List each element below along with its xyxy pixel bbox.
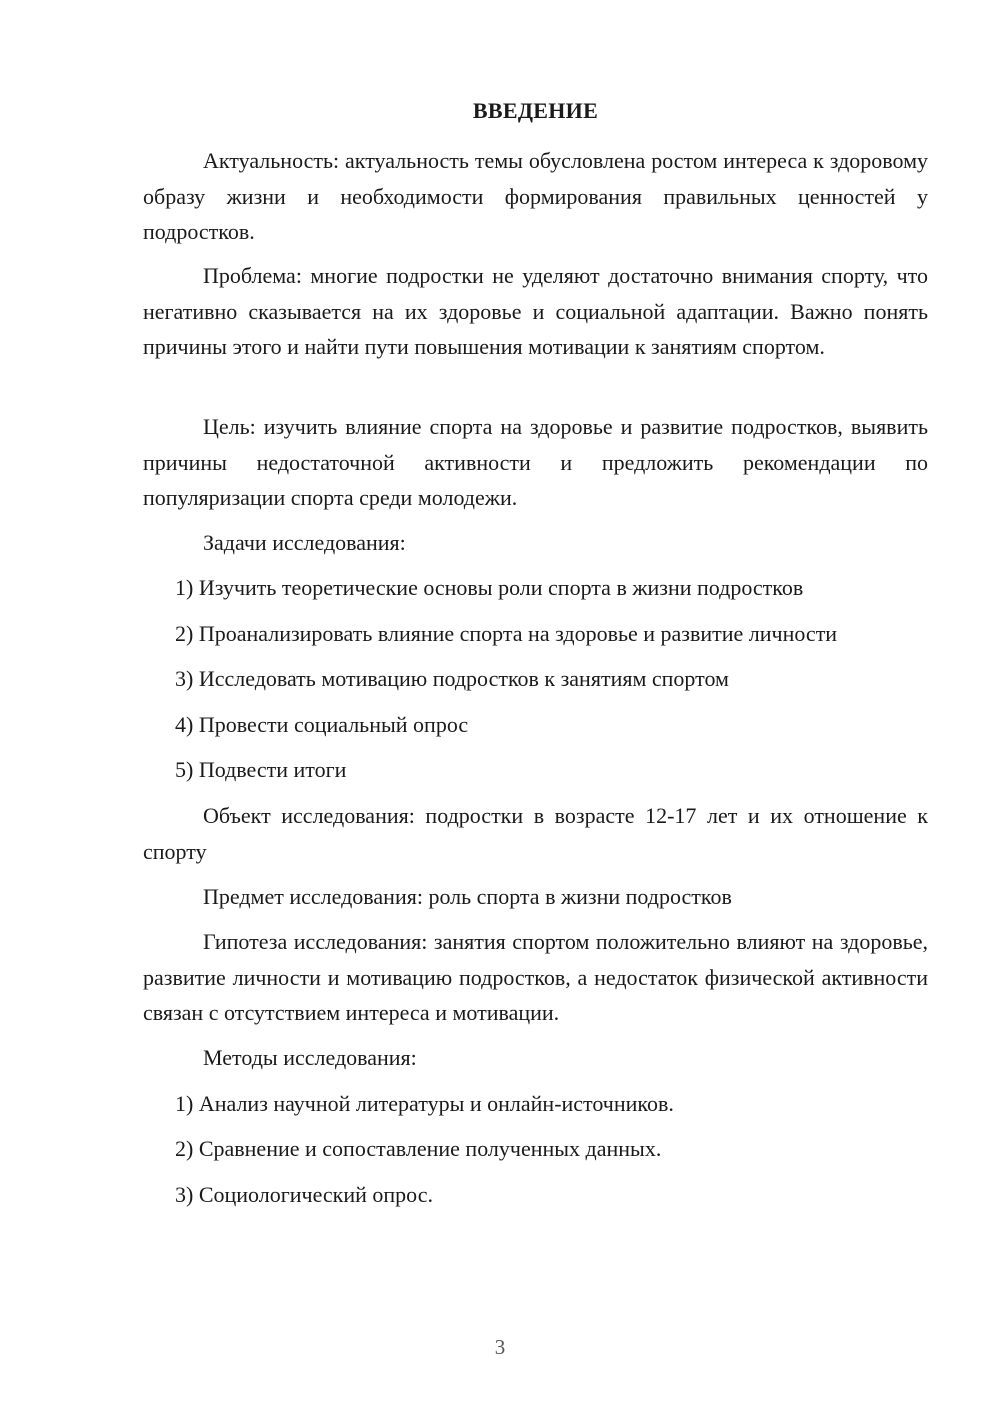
page-title: ВВЕДЕНИЕ [472, 98, 599, 123]
methods-heading: Методы исследования: [203, 1045, 417, 1070]
method-item-3: 3) Социологический опрос. [175, 1182, 433, 1207]
task-item-4: 4) Провести социальный опрос [175, 712, 469, 737]
relevance-paragraph: Актуальность: актуальность темы обусловлена ростом интереса к здоровому образу жизни и необходимости формирования правильных ценностей у подростков. [143, 148, 928, 244]
method-item-1: 1) Анализ научной литературы и онлайн-источников. [175, 1091, 674, 1116]
tasks-heading: Задачи исследования: [203, 530, 406, 555]
task-item-3: 3) Исследовать мотивацию подростков к занятиям спортом [175, 666, 729, 691]
goal-paragraph: Цель: изучить влияние спорта на здоровье и развитие подростков, выявить причины недостаточной активности и предложить рекомендации по популяризации спорта среди молодежи. [143, 414, 928, 510]
task-item-1: 1) Изучить теоретические основы роли спорта в жизни подростков [175, 575, 804, 600]
task-item-5: 5) Подвести итоги [175, 757, 347, 782]
object-paragraph: Объект исследования: подростки в возрасте 12-17 лет и их отношение к спорту [143, 803, 928, 864]
task-item-2: 2) Проанализировать влияние спорта на здоровье и развитие личности [175, 621, 838, 646]
subject-paragraph: Предмет исследования: роль спорта в жизни подростков [203, 884, 732, 909]
hypothesis-paragraph: Гипотеза исследования: занятия спортом положительно влияют на здоровье, развитие личности и мотивацию подростков, а недостаток физической активности связан с отсутствием интереса и мотивации. [143, 929, 928, 1025]
problem-paragraph: Проблема: многие подростки не уделяют достаточно внимания спорту, что негативно сказывается на их здоровье и социальной адаптации. Важно понять причины этого и найти пути повышения мотивации к занятиям спортом. [143, 263, 928, 359]
method-item-2: 2) Сравнение и сопоставление полученных данных. [175, 1136, 662, 1161]
page-number: 3 [494, 1335, 506, 1359]
